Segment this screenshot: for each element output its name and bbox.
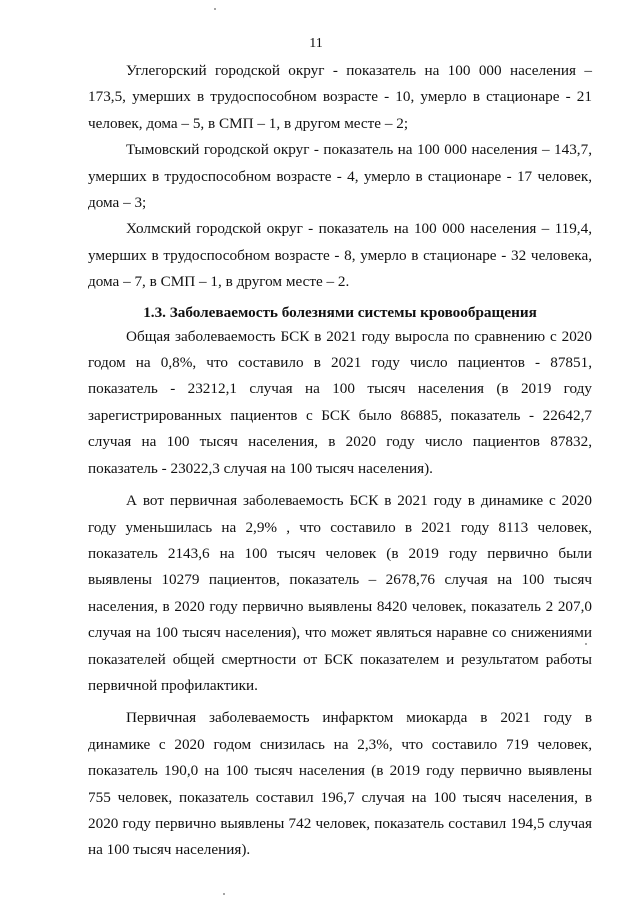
paragraph-kholmsk: Холмский городской округ - показатель на 100 000 населения – 119,4, умерших в трудоспособном возрасте - 8, умерло в стационаре - 32 человека, дома – 7, в СМП – 1, в другом месте – 2. xyxy=(88,220,592,291)
page-number: 11 xyxy=(309,36,323,51)
paragraph-tymovsk: Тымовский городской округ - показатель на 100 000 населения – 143,7, умерших в трудоспособном возрасте - 4, умерло в стационаре - 17 человек, дома – 3; xyxy=(88,141,592,212)
paragraph-primary-morbidity: А вот первичная заболеваемость БСК в 2021 году в динамике с 2020 году уменьшилась на 2,9% , что составило в 2021 году 8113 человек, показатель 2143,6 на 100 тысяч человек (в 2019 году первично были выявлены 10279 пациентов, показатель – 2678,76 случая на 100 тысяч населения, в 2020 году первично выявлены 8420 человек, показатель 2 207,0 случая на 100 тысяч населения), что может являться наравне со снижениями показателей общей смертности от БСК показателем и результатом работы первичной профилактики. xyxy=(88,492,592,694)
paragraph-uglegorsk: Углегорский городской округ - показатель на 100 000 населения – 173,5, умерших в трудоспособном возрасте - 10, умерло в стационаре - 21 человек, дома – 5, в СМП – 1, в другом месте – 2; xyxy=(88,62,592,132)
scan-speck xyxy=(214,8,216,10)
paragraph-myocardial-infarction: Первичная заболеваемость инфарктом миокарда в 2021 году в динамике с 2020 годом снизилась на 2,3%, что составило 719 человек, показатель 190,0 на 100 тысяч населения (в 2019 году первично выявлены 755 человек, показатель составил 196,7 случая на 100 тысяч населения, в 2020 году первично выявлены 742 человек, показатель составил 194,5 случая на 100 тысяч населения). xyxy=(88,709,592,859)
scan-speck xyxy=(585,643,587,645)
document-body xyxy=(88,58,592,864)
scan-speck xyxy=(223,893,225,895)
paragraph-total-morbidity: Общая заболеваемость БСК в 2021 году выросла по сравнению с 2020 годом на 0,8%, что составило в 2021 году число пациентов - 87851, показатель - 23212,1 случая на 100 тысяч населения (в 2019 году зарегистрированных пациентов с БСК было 86885, показатель - 22642,7 случая на 100 тысяч населения, в 2020 году число пациентов 87832, показатель - 23022,3 случая на 100 тысяч населения). xyxy=(88,327,592,477)
section-heading: 1.3. Заболеваемость болезнями системы кровообращения xyxy=(143,303,537,321)
